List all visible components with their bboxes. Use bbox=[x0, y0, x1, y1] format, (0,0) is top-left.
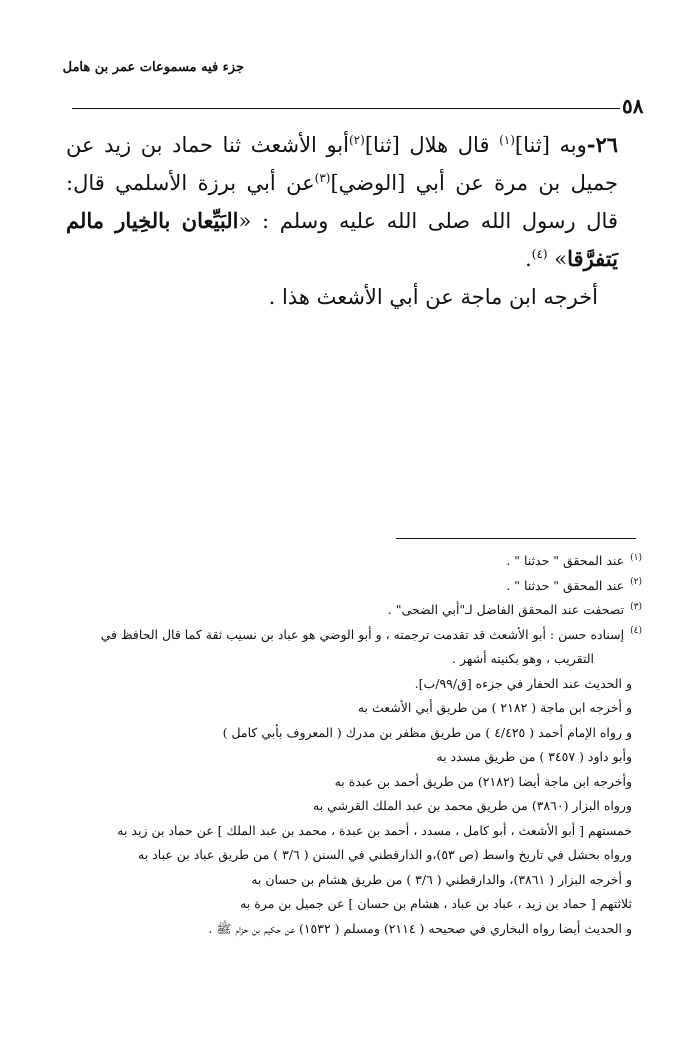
footnote-divider bbox=[396, 538, 636, 539]
footnote-text: إسناده حسن : أبو الأشعث قد تقدمت ترجمته ، و أبو الوضي هو عباد بن نسيب ثقة كما قال الحافظ في bbox=[100, 626, 625, 642]
hadith-text-part: قال هلال [ثنا] bbox=[364, 133, 500, 157]
footnote-ref-1: (١) bbox=[499, 133, 515, 147]
footnote-line: خمستهم [ أبو الأشعث ، أبو كامل ، مسدد ، أحمد بن عبدة ، محمد بن عبد الملك ] عن حماد بن زيد به bbox=[117, 822, 632, 838]
footnote-text: تصحفت عند المحقق الفاضل لـ"أبي الضحى" . bbox=[387, 602, 625, 617]
footnote-line: وأبو داود ( ٣٤٥٧ ) من طريق مسدد به bbox=[436, 749, 632, 764]
footnote-line: و أخرجه البزار ( ٣٨٦١)، والدارقطني ( ٣/٦ ) من طريق هشام بن حسان به bbox=[251, 871, 632, 887]
hadith-quote: البَيِّعان بالخِيار مالم يَتفرَّقا bbox=[66, 208, 618, 271]
footnote-line: و رواه الإمام أحمد ( ٤/٤٢٥ ) من طريق مظفر بن مدرك ( المعروف بأبي كامل ) bbox=[222, 724, 632, 740]
footnote-line: وأخرجه ابن ماجة أيضا (٢١٨٢) من طريق أحمد بن عبدة به bbox=[334, 773, 632, 789]
footnote-ref-3: (٣) bbox=[314, 171, 331, 185]
footnote-marker: (٣) bbox=[630, 601, 642, 612]
hadith-text-part: عن أبي برزة الأسلمي قال: قال رسول الله صلى الله عليه وسلم : « bbox=[66, 171, 618, 233]
hadith-paragraph bbox=[66, 126, 618, 278]
running-header-title: جزء فيه مسموعات عمر بن هامل bbox=[62, 60, 244, 75]
footnote-3 bbox=[70, 598, 642, 623]
footnote-4 bbox=[70, 623, 642, 648]
footnote-marker: (١) bbox=[630, 552, 642, 563]
footnote-line: و الحديث عند الحفار في جزءه [ق/٩٩/ب]. bbox=[414, 675, 632, 691]
footnote-text: عند المحقق " حدثنا " . bbox=[506, 577, 625, 593]
footnote-marker: (٢) bbox=[630, 577, 642, 588]
footnote-1 bbox=[70, 549, 642, 574]
footnote-line: ورواه بحشل في تاريخ واسط (ص ٥٣)،و الدارقطني في السنن ( ٣/٦ ) من طريق عباد بن عباد به bbox=[138, 847, 632, 862]
footnote-ref-2: (٢) bbox=[348, 133, 365, 147]
takhrij-paragraph: أخرجه ابن ماجة عن أبي الأشعث هذا . bbox=[268, 285, 598, 309]
footnote-4-continuation: التقريب ، وهو بكنيته أشهر . bbox=[452, 651, 594, 666]
hadith-text-part: وبه [ثنا] bbox=[514, 133, 587, 157]
footnote-line: ورواه البزار (٣٨٦٠) من طريق محمد بن عبد الملك القرشي به bbox=[313, 798, 632, 813]
quote-close: » bbox=[554, 247, 568, 271]
hadith-text-part: أبو الأشعث ثنا حماد بن زيد عن جميل بن مرة عن أبي [الوضي] bbox=[66, 133, 618, 195]
footnote-2 bbox=[70, 574, 642, 599]
footnote-line: و الحديث أيضا رواه البخاري في صحيحه ( ٢١١٤) ومسلم ( ١٥٣٢) عن حكيم بن حزام ﷺ . bbox=[208, 920, 632, 936]
footnote-text: عند المحقق " حدثنا " . bbox=[506, 553, 625, 568]
footnote-line: ثلاثتهم [ حماد بن زيد ، عباد بن عباد ، هشام بن حسان ] عن جميل بن مرة به bbox=[240, 896, 632, 911]
main-text bbox=[66, 126, 618, 316]
hadith-number: ٢٦- bbox=[586, 132, 618, 157]
footnote-marker: (٤) bbox=[630, 626, 642, 637]
page-number: ٥٨ bbox=[622, 94, 644, 118]
header-divider bbox=[72, 108, 620, 109]
sentence-end: . bbox=[525, 247, 532, 271]
footnotes bbox=[70, 549, 642, 941]
footnote-ref-4: (٤) bbox=[531, 247, 548, 261]
footnote-line: و أخرجه ابن ماجة ( ٢١٨٢ ) من طريق أبي الأشعث به bbox=[357, 700, 632, 715]
